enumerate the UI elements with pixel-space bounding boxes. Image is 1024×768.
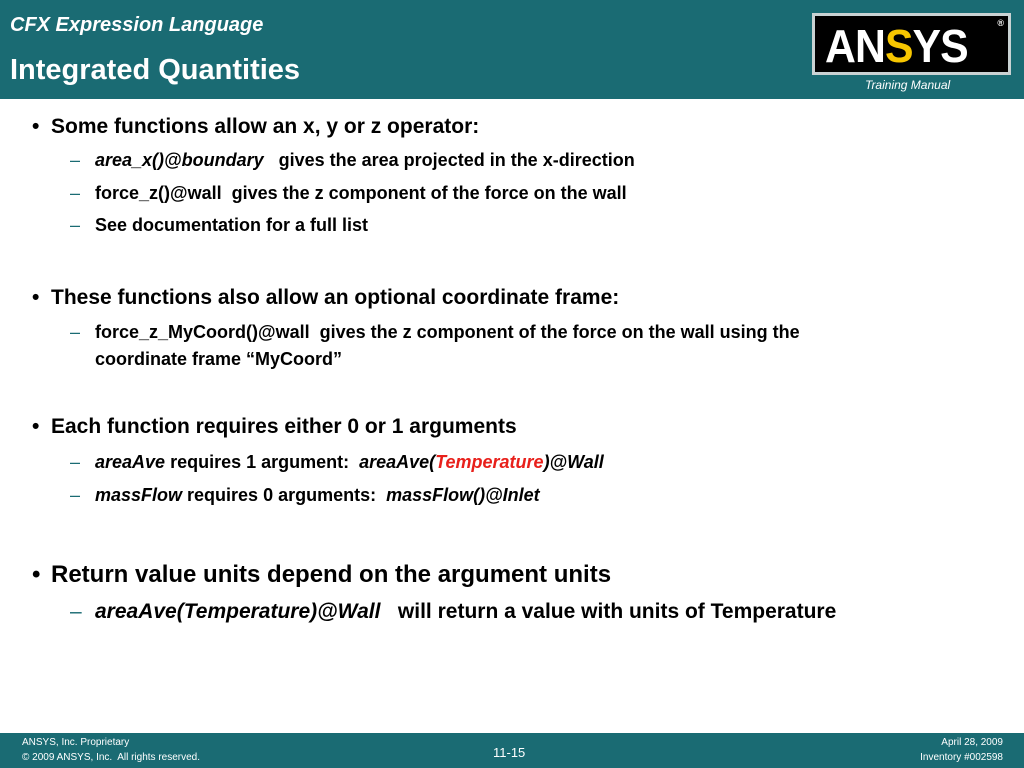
dash-marker: – <box>70 215 81 235</box>
bullet-text: Each function requires either 0 or 1 arguments <box>51 415 517 438</box>
dash-marker: – <box>70 452 81 472</box>
code-expression: areaAve( <box>359 452 436 472</box>
inventory-label: Inventory #002598 <box>920 752 1003 763</box>
sub-bullet-text: See documentation for a full list <box>95 215 369 235</box>
code-expression: massFlow()@Inlet <box>386 485 540 505</box>
bullet-text: These functions also allow an optional coordinate frame: <box>51 286 620 309</box>
bullet-text: Some functions allow an x, y or z operator: <box>51 115 480 138</box>
sub-bullet-text: force_z_MyCoord()@wall gives the z component of the force on the wall using the <box>95 322 800 342</box>
bullet-dot: • <box>32 286 40 309</box>
bullet-dot: • <box>32 561 41 588</box>
dash-marker: – <box>70 485 81 505</box>
logo-wordmark: ANSYS <box>825 20 968 72</box>
course-title: CFX Expression Language <box>10 14 264 36</box>
training-manual-label: Training Manual <box>865 78 951 92</box>
sub-bullet-text: coordinate frame “MyCoord” <box>95 349 343 369</box>
sub-bullet-text: requires 1 argument: <box>165 452 360 472</box>
sub-bullet-text: force_z()@wall gives the z component of the force on the wall <box>95 183 627 203</box>
sub-bullet-text: gives the area projected in the x-direction <box>263 150 635 170</box>
bullet-dot: • <box>32 115 40 138</box>
code-expression: area_x()@boundary <box>95 150 264 170</box>
sub-bullet-text: requires 0 arguments: <box>182 485 387 505</box>
slide-footer <box>0 733 1024 768</box>
sub-bullet-text: will return a value with units of Temperature <box>380 600 837 623</box>
dash-marker: – <box>70 150 81 170</box>
logo-registered-mark: ® <box>997 18 1004 28</box>
function-name: massFlow <box>95 485 183 505</box>
bullet-text: Return value units depend on the argument units <box>51 561 612 588</box>
proprietary-notice: ANSYS, Inc. Proprietary <box>22 737 130 748</box>
bullet-dot: • <box>32 415 40 438</box>
dash-marker: – <box>70 322 81 342</box>
dash-marker: – <box>70 600 82 623</box>
code-expression: areaAve(Temperature)@Wall <box>95 600 381 623</box>
copyright-notice: © 2009 ANSYS, Inc. All rights reserved. <box>22 752 201 763</box>
date-label: April 28, 2009 <box>941 737 1003 748</box>
highlighted-argument: Temperature <box>435 452 544 472</box>
function-name: areaAve <box>95 452 166 472</box>
code-expression: )@Wall <box>543 452 604 472</box>
dash-marker: – <box>70 183 81 203</box>
page-number: 11-15 <box>493 745 526 760</box>
slide-title: Integrated Quantities <box>10 54 301 86</box>
